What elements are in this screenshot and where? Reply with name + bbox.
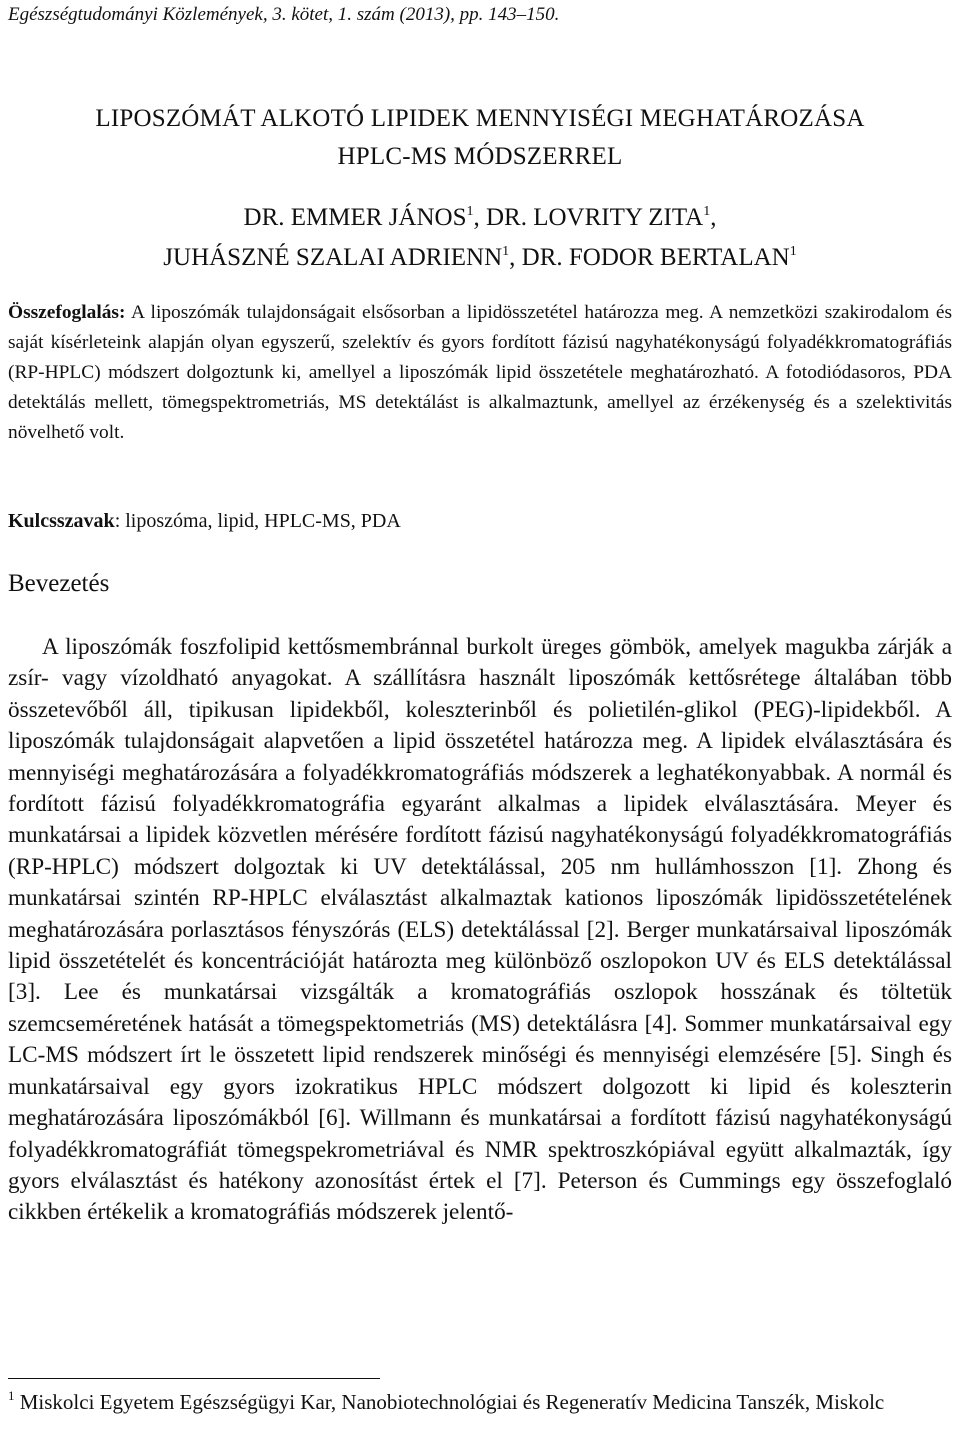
abstract-label: Összefoglalás: xyxy=(8,302,126,323)
author-line-1 xyxy=(8,198,952,238)
section-heading: Bevezetés xyxy=(8,570,110,597)
affiliation-marker: 1 xyxy=(502,244,510,259)
keywords-text: : liposzóma, lipid, HPLC-MS, PDA xyxy=(114,510,401,532)
footnote-marker: 1 xyxy=(8,1388,15,1403)
author-list xyxy=(8,198,952,278)
author-name: DR. FODOR BERTALAN xyxy=(521,244,790,271)
footnote-text: Miskolci Egyetem Egészségügyi Kar, Nanobiotechnológiai és Regeneratív Medicina Tanszék, Miskolc xyxy=(19,1390,885,1414)
paper-title xyxy=(8,100,952,176)
author-name: DR. LOVRITY ZITA xyxy=(486,204,704,231)
body-paragraph: A liposzómák foszfolipid kettősmembránnal burkolt üreges gömbök, amelyek magukba zárják a zsír- vagy vízoldható anyagokat. A szállításra használt liposzómák kettősrétege általában több összetevőből áll, tipikusan lipidekből, koleszterinből és polietilén-glikol (PEG)-lipidekből. A liposzómák tulajdonságait alapvetően a lipid összetétel határozza meg. A lipidek elválasztására és mennyiségi meghatározására a folyadékkromatográfiás módszerek a leghatékonyabbak. A normál és fordított fázisú folyadékkromatográfia egyaránt alkalmas a lipidek elválasztására. Meyer és munkatársai a lipidek közvetlen mérésére fordított fázisú nagyhatékonyságú folyadékkromatográfiás (RP-HPLC) módszert dolgoztak ki UV detektálással, 205 nm hullámhosszon [1]. Zhong és munkatársai szintén RP-HPLC elválasztást alkalmaztak kationos liposzómák lipidösszetételének meghatározására porlasztásos fényszórás (ELS) detektálással [2]. Berger munkatársaival liposzómák lipid összetételét és koncentrációját határozta meg különböző oszlopokon UV és ELS detektálással [3]. Lee és munkatársai vizsgálták a kromatográfiás oszlopok hosszának és töltetük szemcseméretének hatását a tömegspektometriás (MS) detektálásra [4]. Sommer munkatársaival egy LC-MS módszert írt le összetett lipid rendszerek minőségi és mennyiségi elemzésére [5]. Singh és munkatársaival egy gyors izokratikus HPLC módszert dolgozott ki lipid és koleszterin meghatározására liposzómákból [6]. Willmann és munkatársai a fordított fázisú nagyhatékonyságú folyadékkromatográfiát tömegspekrometriával és NMR spektroszkópiával együtt alkalmazták, így gyors elválasztást és hatékony azonosítást értek el [7]. Peterson és Cummings egy összefoglaló cikkben értékelik a kromatográfiás módszerek jelentő- xyxy=(8,634,952,1226)
author-name: DR. EMMER JÁNOS xyxy=(243,204,467,231)
affiliation-marker: 1 xyxy=(466,204,474,219)
author-separator: , xyxy=(710,204,717,231)
keywords xyxy=(8,506,952,536)
footnote-divider xyxy=(8,1378,380,1379)
author-separator: , xyxy=(509,244,522,271)
paper-title-line-1: LIPOSZÓMÁT ALKOTÓ LIPIDEK MENNYISÉGI MEGHATÁROZÁSA xyxy=(95,105,865,132)
abstract-text: A liposzómák tulajdonságait elsősorban a lipidösszetétel határozza meg. A nemzetközi szakirodalom és saját kísérleteink alapján olyan egyszerű, szelektív és gyors fordított fázisú nagyhatékonyságú folyadékkromatográfiás (RP-HPLC) módszert dolgoztunk ki, amellyel a liposzómák lipid összetétele meghatározható. A fotodiódasoros, PDA detektálás mellett, tömegspektrometriás, MS detektálást is alkalmaztunk, amellyel az érzékenység és a szelektivitás növelhető volt. xyxy=(8,302,952,443)
abstract xyxy=(8,298,952,448)
author-name: JUHÁSZNÉ SZALAI ADRIENN xyxy=(163,244,503,271)
affiliation-marker: 1 xyxy=(703,204,711,219)
footnote xyxy=(8,1388,952,1417)
affiliation-marker: 1 xyxy=(789,244,797,259)
paper-title-line-2: HPLC-MS MÓDSZERREL xyxy=(337,143,623,170)
journal-reference: Egészségtudományi Közlemények, 3. kötet, 1. szám (2013), pp. 143–150. xyxy=(8,4,560,25)
author-line-2 xyxy=(8,238,952,278)
keywords-label: Kulcsszavak xyxy=(8,510,115,532)
author-separator: , xyxy=(473,204,486,231)
